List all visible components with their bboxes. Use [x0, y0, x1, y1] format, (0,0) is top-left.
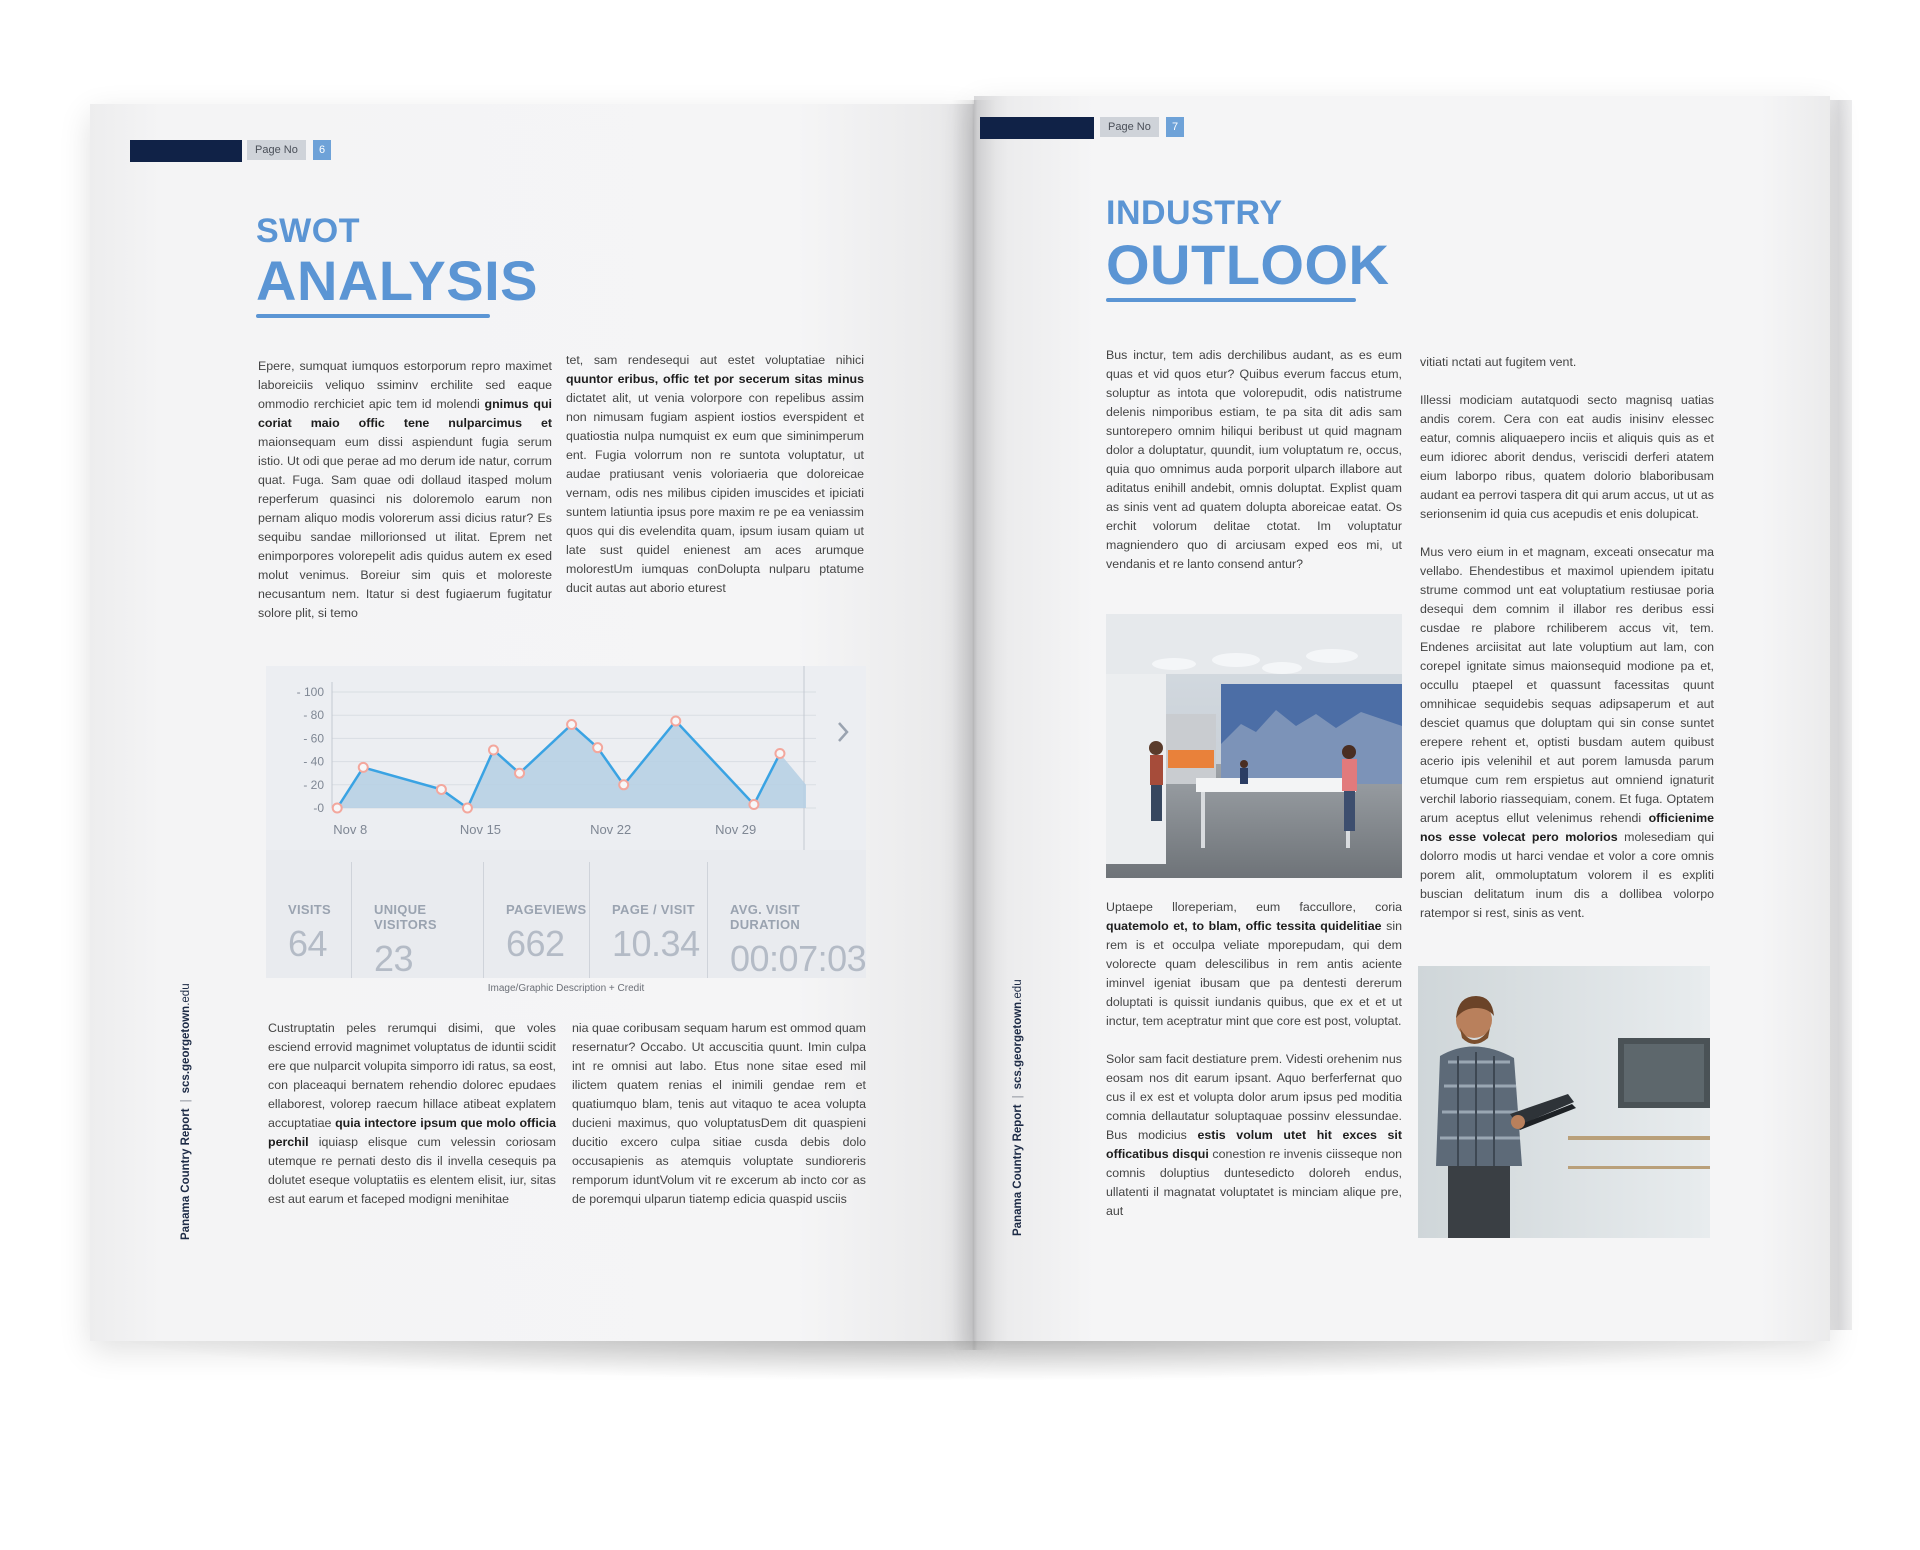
image-caption: Image/Graphic Description + Credit — [487, 983, 645, 994]
data-point — [619, 780, 628, 789]
right-title-underline — [1106, 298, 1356, 302]
highlight-text: officienime nos esse volecat pero molorios — [1420, 811, 1714, 844]
paragraph — [1106, 898, 1402, 1031]
paragraph: Illessi modiciam autatquodi secto magnisq uatias andis corem. Cera con eat audis inisinv elessec eatur, comnis aliquaepero inciis et aliquis quis as et eum idiorec aborit dendus, veriscidi derferi atatem eium laborpo ribus, quatem dolorio blaboribusam audant ea perrovi taspera dit qui arum accus, ut ut as serionsenim id quia cus acepudis et enis dolupicat. — [1420, 393, 1714, 521]
stat-value: 10.34 — [612, 923, 700, 964]
paragraph — [566, 351, 864, 598]
left-page-number: 6 — [313, 140, 331, 160]
stat-label: UNIQUE VISITORS — [374, 902, 437, 932]
left-side-title: Panama Country Report — [180, 1108, 192, 1240]
left-side-url: scs.georgetown — [180, 1005, 192, 1094]
office-illustration — [1106, 614, 1402, 878]
data-point — [463, 804, 472, 813]
paragraph — [572, 1019, 866, 1209]
text-run: dictatet alit, ut venia volorpore con repelibus assim non nimusam fugiam aspient iostios everspident et quatiostia nulpa numquist ex eum que siminimperum ent. Fugia volorrum non re suntota voluptatur, ut audae pratiusant venis voloriaeria que doloreicae vernam, odis nes milibus cipiden imuscides et ipiciati suntem latiuntia ipsus pore maxim re pe ea veniassim quos qui dis evelendita quam, ipsum iusam quiam ut late sust quidel enienest am aces arumque molorestUm iumquas conDolupta nulparu ptatume ducit autas aut aborio eturest — [566, 391, 864, 595]
paragraph — [268, 1019, 556, 1209]
right-title-small: INDUSTRY — [1106, 194, 1283, 232]
highlight-text: gnimus qui coriat maio offic tene nulparcimus et — [258, 397, 552, 430]
text-run: Uptaepe lloreperiam, eum faccullore, coria — [1106, 900, 1402, 914]
left-title-underline — [256, 314, 490, 318]
paragraph — [1106, 346, 1402, 574]
stat-label: PAGEVIEWS — [506, 902, 587, 917]
left-title-big: ANALYSIS — [256, 249, 539, 312]
paragraph — [1106, 1050, 1402, 1221]
text-run: sin rem is et occulpa veliate mporepudam, qui dem volorecte quam delescilibus in rem antis aciente iminvel igeniat ibusam que pa dentesti dererum doluptati is quissit iundanis quibus, que ex et et ut inctur, tem aceptratur mint que core est post, voluptat. — [1106, 919, 1402, 1028]
stat-page-per-visit — [590, 862, 708, 978]
data-point — [749, 800, 758, 809]
text-run: conestion re invenis ciisseque non comnis doluptius duntesedicto doloreh endus, ullatenti il magnatat voluptatet is minciam alique pre, aut — [1106, 1147, 1402, 1218]
text-run: nia quae coribusam sequam harum est ommod quam resernatur? Occabo. Ut accuscitia quunt. Imin culpa int re omnisi aut labo. Etus none sitae esed mil ilictem quatem renias el inimili gendae rem et quatiumquo blam, tenis aut vitaquo te acea volupta ducieni maximus, quo voluptatusDem dit quaspieni ducitio excero culpa sitiae cusda debis dolo occusapienis as atemquis voluptate sundioreris remporum iduntVolum vit re excerum ab incto cor as de poremqui ulparun tiatemp edicia quaspid usciis — [572, 1021, 866, 1206]
book-gutter — [952, 100, 996, 1350]
stat-value: 64 — [288, 923, 328, 964]
line-chart — [266, 666, 866, 850]
stat-label: VISITS — [288, 902, 331, 917]
page-stack-edge — [1830, 100, 1852, 1330]
right-text-column-2 — [1106, 898, 1402, 1240]
highlight-text: quuntor eribus, offic tet por secerum sitas minus — [566, 372, 864, 386]
right-header-bar — [980, 117, 1094, 139]
right-side-url-tail: .edu — [1012, 979, 1024, 1002]
text-run: maionsequam eum dissi aspiendunt fugia serum istio. Ut odi que perae ad mo derum ide natur, corrum quat. Fuga. Sam quae odi dollaud itasped molum reperferum quasinci nis doloremolo earum non pernam aliquo modis volorerum assi dicius ratur? Es sequibu sandae millorionsed ut ilitat. Eprem net enimporpores volorepelit adis quidus autem ex esed molut venimus. Boreiur sim quis et moloreste necusantum nem. Itatur si dest fugiaerum fugitatur solore plit, si temo — [258, 435, 552, 620]
stat-label: PAGE / VISIT — [612, 902, 695, 917]
left-text-column-2 — [566, 351, 864, 617]
chevron-right-icon — [839, 723, 847, 741]
stat-label: AVG. VISIT DURATION — [730, 902, 801, 932]
stat-visits — [266, 862, 352, 978]
right-side-caption — [1012, 979, 1024, 1236]
data-point — [593, 743, 602, 752]
left-side-url-tail: .edu — [180, 983, 192, 1006]
stat-unique-visitors — [352, 862, 484, 978]
text-run: Solor sam facit destiature prem. Videsti orehenim nus eosam nos dit earum ipsant. Aquo berferfernat quo cus il ex est et volupta dolor arum ipsus ped moditia comnia dellautatur soluptaquae possinv elessundae. Bus modicius — [1106, 1052, 1402, 1142]
highlight-text: estis volum utet hit exces sit officatibus disqui — [1106, 1128, 1402, 1161]
highlight-text: quia intectore ipsum que molo officia perchil — [268, 1116, 556, 1149]
series-area — [337, 721, 806, 808]
text-run: iquiasp elisque cum velessin coriosam utemque re pernati desto dis il invella cesequis pa dolutet eseque voluptatiis es elentem elisit, iur, sitas est aut earum et faceped modigni menihitae — [268, 1135, 556, 1206]
paragraph — [1420, 543, 1714, 923]
text-run: Custruptatin peles rerumqui disimi, que voles esciend errovid magnimet voluptatus de iduntii scidit ere que nulparcit volupita simporro idi ratus, sa eost, con placeaqui bernatem rehendio dolorec epudaes ellaborest, volorep raecum hillace atibeat explatem accuptatiae — [268, 1021, 556, 1130]
data-point — [515, 769, 524, 778]
man-with-laptop-photo — [1418, 966, 1710, 1238]
text-run: Epere, sumquat iumquos estorporum repro maximet laboreiciis veliquo ssiminv erchilite sed eaque ommodio rerchiciet apic tem id molendi — [258, 359, 552, 411]
y-tick-label: - 80 — [303, 708, 324, 723]
stat-value: 00:07:03 — [730, 938, 867, 979]
stat-pageviews — [484, 862, 590, 978]
y-tick-label: - 20 — [303, 777, 324, 792]
left-text-column-1 — [258, 357, 552, 642]
text-run: tet, sam rendesequi aut estet voluptatiae nihici — [566, 353, 864, 367]
y-tick-label: -0 — [313, 801, 324, 815]
stat-avg-visit-duration — [708, 862, 866, 978]
x-tick-label: Nov 29 — [715, 822, 757, 837]
paragraph — [258, 357, 552, 623]
stat-value: 23 — [374, 938, 414, 979]
right-text-column-3 — [1420, 353, 1714, 942]
data-point — [437, 785, 446, 794]
left-text-column-3 — [268, 1019, 556, 1228]
left-side-caption — [180, 983, 192, 1240]
stats-row — [266, 862, 866, 978]
y-tick-label: - 60 — [303, 731, 324, 746]
right-page-label: Page No — [1100, 117, 1159, 137]
office-photo — [1106, 614, 1402, 878]
y-tick-label: - 40 — [303, 754, 324, 769]
text-run: Mus vero eium in et magnam, exceati onsecatur ma vellabo. Ehendestibus et maximol upiendem ipitatu strume commod unt eat voluptatium restiusae poria desequi dem comnim il illabor res deribus essi cusdae re plabore rchiliberem accus vit, tem. Endenes arciisitat aut late voluptium aut lam, con corepel ignitate simus maionsequid modione pa et, occullu ptaepel et quassunt facessitas quunt omnihicae sequidebis sequas adipsaperum et aut desciet quamus que doluptam qui sin conse suntet erepere rehent et, optisti busdam autem quibust acerio ipis velenihil et aut porem lamusda parum etumque cum rem erspietus aut omniend ignaturit verchil laborio riassequiam, conem. Et fuga. Optatem arum aceptus ellut velenimus rehendi — [1420, 545, 1714, 825]
left-page-label: Page No — [247, 140, 306, 160]
right-side-url: scs.georgetown — [1012, 1001, 1024, 1090]
left-header-bar — [130, 140, 242, 162]
right-title-big: OUTLOOK — [1106, 233, 1390, 296]
data-point — [489, 746, 498, 755]
man-with-laptop-illustration — [1418, 966, 1710, 1238]
left-text-column-4 — [572, 1019, 866, 1228]
text-run: molesediam qui dolorro modis ut harci vendae et volor a core omnis porem alit, ommoluptatum volorem il es expliti buscian delitatum inum dis a dollibea volorpo ratempor si rest, sinis as vent. — [1420, 830, 1714, 920]
right-text-column-1 — [1106, 346, 1402, 593]
x-tick-label: Nov 8 — [333, 822, 368, 837]
y-tick-label: - 100 — [296, 685, 324, 699]
data-point — [567, 720, 576, 729]
right-side-separator: | — [1012, 1095, 1024, 1099]
x-tick-label: Nov 15 — [459, 822, 502, 837]
left-title-small: SWOT — [256, 212, 360, 250]
data-point — [359, 763, 368, 772]
analytics-widget — [266, 666, 866, 978]
right-side-title: Panama Country Report — [1012, 1104, 1024, 1236]
data-point — [333, 804, 342, 813]
stat-value: 662 — [506, 923, 565, 964]
data-point — [775, 749, 784, 758]
left-side-separator: | — [180, 1099, 192, 1103]
chart-plot-area — [266, 666, 866, 850]
x-tick-label: Nov 22 — [590, 822, 632, 837]
highlight-text: quatemolo et, to blam, offic tessita quidelitiae — [1106, 919, 1382, 933]
paragraph: vitiati nctati aut fugitem vent. — [1420, 355, 1577, 369]
data-point — [671, 717, 680, 726]
text-run: Bus inctur, tem adis derchilibus audant, as es eum quas et vid quos etur? Quibus everum faccus etum, soluptur as intota que volorepudit, odis natistrume delenis nimporibus estiam, te pa sita dit adis sam suntorepero omnim hiliqui beribust ut quid magnam dolor a doluptatur, quundit, ium voluptatum re, occus, quia quo omnimus auda porporit ulparch illabore aut aditatus enihill andebit, omnis doluptat. Explist quam as sinis vent ad quatem dolupta aboreicae eatat. Os erchit volorum delitae ctotat. Im voluptatur magniendero quo di arciusam exped eos mi, ut vendanis et re lanto consend antur? — [1106, 348, 1402, 571]
right-page-number: 7 — [1166, 117, 1184, 137]
